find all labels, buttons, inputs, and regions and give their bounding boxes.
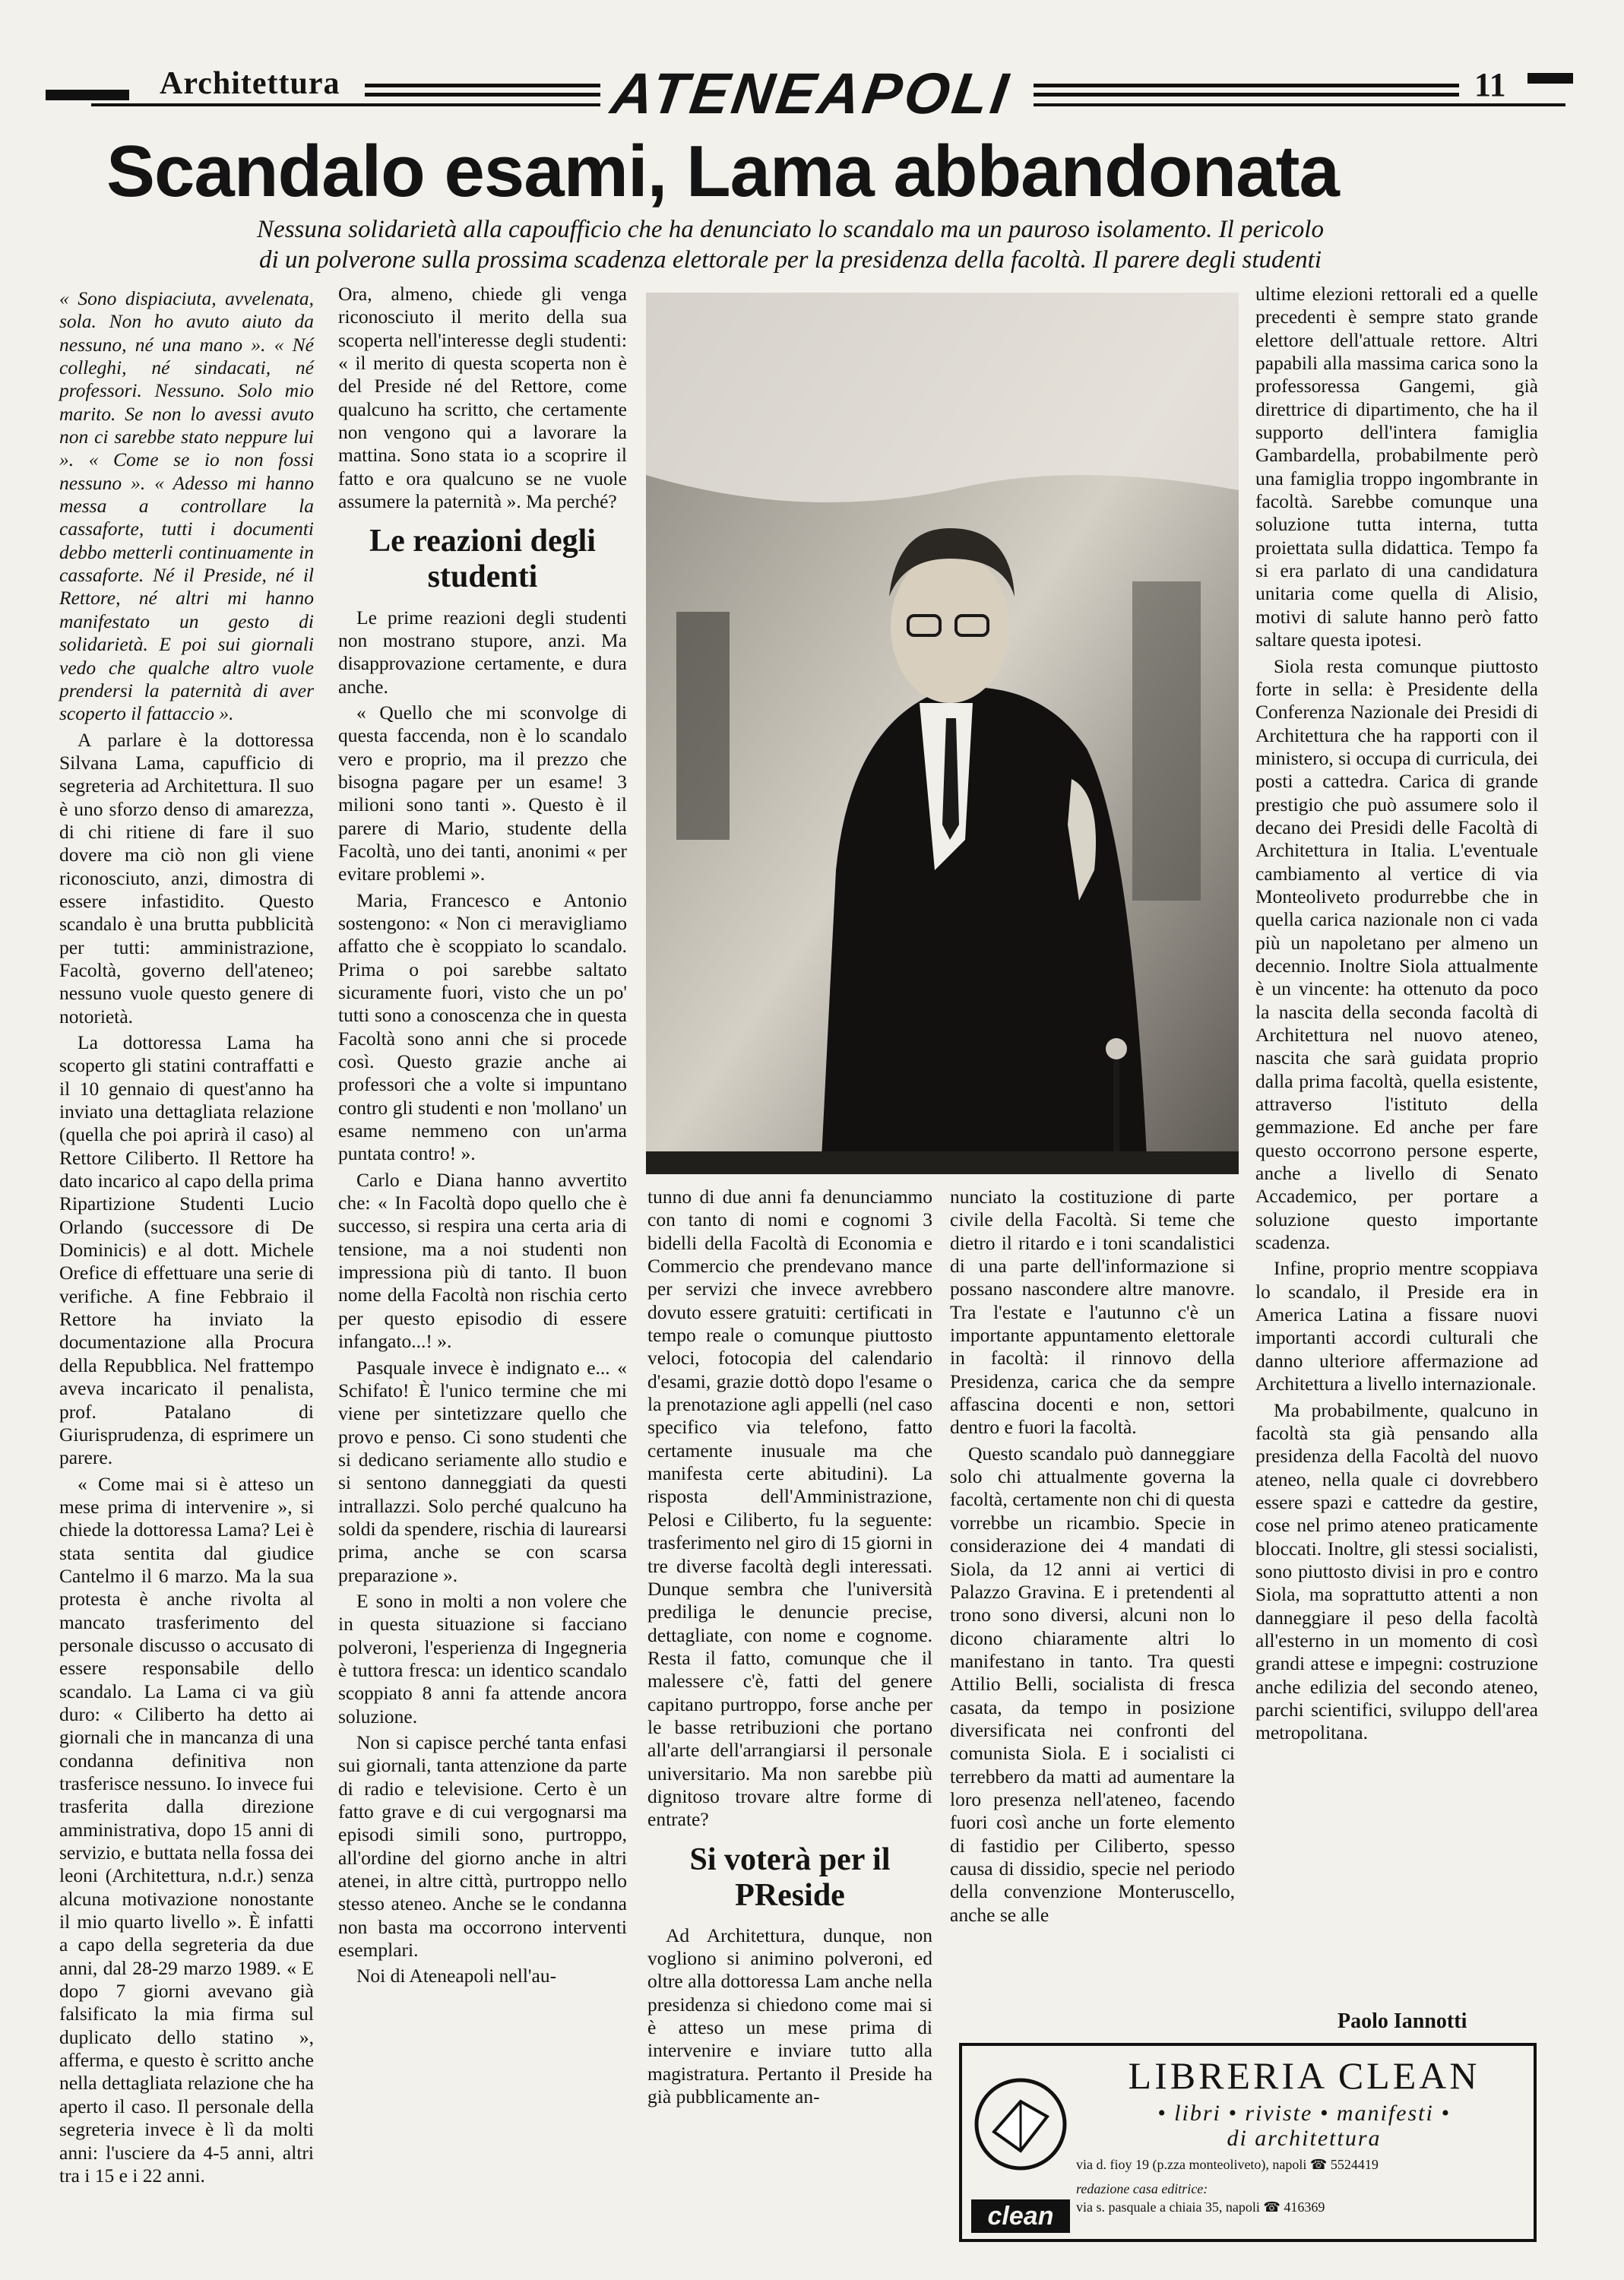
paragraph: Carlo e Diana hanno avvertito che: « In Facoltà dopo quello che è successo, si respira una certa aria di tensione, ma a noi studenti non impressiona più di tanto. Il buon nome della Facoltà non rischia certo per questo episodio di essere infangato...! ».	[338, 1168, 627, 1353]
bookstore-logo-icon	[971, 2060, 1070, 2189]
paragraph: Maria, Francesco e Antonio sostengono: « Non ci meravigliamo affatto che è scoppiato lo scandalo. Prima o poi sarebbe saltato sicuramente fuori, visto che un po' tutti sono a conoscenza che in questa Facoltà sono anni che si procede così. Questo grazie anche ai professori che a volte si impuntano contro gli studenti e non 'mollano' un esame nemmeno con un'arma puntata contro! ».	[338, 888, 627, 1165]
paragraph: Le prime reazioni degli studenti non mostrano stupore, anzi. Ma disapprovazione certamente, e dura anche.	[338, 606, 627, 698]
headline: Scandalo esami, Lama abbandonata	[106, 131, 1339, 212]
header-rule-left	[46, 90, 129, 100]
bookstore-address: via d. fioy 19 (p.zza monteoliveto), napoli ☎ 5524419	[1076, 2157, 1379, 2172]
bookstore-logo-wordmark: clean	[971, 2199, 1070, 2233]
article-column-5	[1255, 283, 1538, 1748]
paragraph: « Come mai si è atteso un mese prima di intervenire », si chiede la dottoressa Lama? Lei è stata sentita dal giudice Cantelmo il 6 marzo. Ma la sua protesta è anche rivolta al mancato trasferimento del personale discusso o accusato di essere responsabile dello scandalo. La Lama ci va giù duro: « Ciliberto ha detto ai giornali che in mancanza di una condanna definitiva non trasferisce nessuno. Io invece fui trasferita dalla direzione amministrativa, dopo 15 anni di servizio, e buttata nella fossa dei leoni (Architettura, n.d.r.) senza alcuna motivazione nonostante il mio quarto livello ». È infatti a capo della segreteria da due anni, dal 28-29 marzo 1989. « E dopo 7 giorni avevano già falsificato la mia firma sul duplicato dello statino », afferma, e questo è scritto anche nella dettagliata relazione che ha aperto il caso. Il personale della segreteria invece è lì da molti anni: l'usciere da 4-5 anni, altri tra i 15 e i 22 anni.	[59, 1472, 314, 2187]
portrait-photo	[646, 293, 1239, 1174]
paragraph: Ma probabilmente, qualcuno in facoltà sta già pensando alla presidenza della Facoltà del nuovo ateneo, nella quale ci dovrebbero essere spazi e cattedre da gestire, cose nel primo ateneo praticamente bloccati. Inoltre, gli stessi socialisti, sono piuttosto divisi in pro e contro Siola, ma soprattutto attenti a non danneggiare il peso della facoltà all'esterno in un momento di così grandi attese e impegni: costruzione anche edilizia del secondo ateneo, parchi scientifici, sviluppo dell'area metropolitana.	[1255, 1398, 1538, 1744]
bookstore-tagline	[1076, 2101, 1532, 2151]
deck-line: di un polverone sulla prossima scadenza elettorale per la presidenza della facoltà. Il parere degli studenti	[258, 246, 1322, 274]
bookstore-advertisement	[959, 2043, 1537, 2242]
header-rule-right	[1527, 73, 1573, 84]
article-column-1	[59, 287, 314, 2190]
publisher-label: redazione casa editrice:	[1076, 2181, 1208, 2196]
paragraph: Siola resta comunque piuttosto forte in sella: è Presidente della Conferenza Nazionale dei Presidi di Architettura che ha rapporti con il ministero, si occupa di curricula, dei posti a cattedra. Carica di grande prestigio che può assumere solo il decano dei Presidi delle Facoltà di Architettura in Italia. L'eventuale cambiamento al vertice di via Monteoliveto produrrebbe che in quella carica nazionale non ci vada più un napoletano per almeno un decennio. Inoltre Siola attualmente è un vincente: ha ottenuto da poco la nascita della seconda facoltà di Architettura nel nuovo ateneo, nascita che sarà guidata proprio dalla prima facoltà, quella esistente, attraverso l'istituto della gemmazione. Ed anche per fare questo occorrono persone esperte, anche a livello di Senato Accademico, per portare a soluzione questo importante scadenza.	[1255, 654, 1538, 1254]
paragraph: Pasquale invece è indignato e... « Schifato! È l'unico termine che mi viene per sintetizzare quello che provo e penso. Ci sono studenti che si dedicano seriamente allo studio e si sentono danneggiati da questi intrallazzi. Solo perché qualcuno ha soldi da spendere, rischia di laurearsi prima, anche se con scarsa preparazione ».	[338, 1356, 627, 1586]
paragraph: La dottoressa Lama ha scoperto gli statini contraffatti e il 10 gennaio di quest'anno ha inviato una dettagliata relazione (quella che poi aprirà il caso) al Rettore Ciliberto. Il Rettore ha dato incarico al capo della prima Ripartizione Studenti Lucio Orlando (successore di De Dominicis) e al dott. Michele Orefice di effettuare una serie di verifiche. A fine Febbraio il Rettore ha inviato la documentazione alla Procura della Repubblica. Nel frattempo aveva incaricato il penalista, prof. Patalano di Giurisprudenza, di esprimere un parere.	[59, 1031, 314, 1469]
paragraph: Infine, proprio mentre scoppiava lo scandalo, il Preside era in America Latina a fissare nuovi importanti accordi culturali che danno ulteriore affermazione ad Architettura a livello internazionale.	[1255, 1257, 1538, 1395]
tagline-line: • libri • riviste • manifesti •	[1157, 2101, 1451, 2126]
subhead-student-reactions: Le reazioni degli studenti	[369, 524, 596, 595]
author-byline: Paolo Iannotti	[1338, 2009, 1467, 2033]
page-header	[46, 61, 1573, 126]
deck	[106, 214, 1474, 276]
article-column-4	[950, 1186, 1235, 1930]
paragraph: Noi di Ateneapoli nell'au-	[356, 1965, 557, 1987]
paragraph: Ora, almeno, chiede gli venga riconosciuto il merito della sua scoperta nell'interesse degli studenti: « il merito di questa scoperta non è del Preside né del Rettore, come qualcuno ha scritto, che certamente non vengono qui a lavorare la mattina. Sono stata io a scoprire il fatto e ora qualcuno se ne vuole assumere la paternità ». Ma perché?	[338, 283, 627, 513]
article-column-3	[647, 1186, 932, 2111]
subhead-election: Si voterà per il PReside	[689, 1841, 891, 1913]
paragraph: A parlare è la dottoressa Silvana Lama, capufficio di segreteria ad Architettura. Il suo è uno sforzo denso di amarezza, di chi ritiene di fare il suo dovere ma ciò non gli viene riconosciuto, anzi, dimostra di essere infastidito. Questo scandalo è una brutta pubblicità per tutti: amministrazione, Facoltà, governo dell'ateneo; nessuno vuole questo genere di notorietà.	[59, 728, 314, 1028]
header-rule	[91, 103, 600, 106]
paragraph: « Quello che mi sconvolge di questa faccenda, non è lo scandalo vero e proprio, ma il prezzo che bisogna pagare per un esame! 3 milioni sono tanti ». Questo è il parere di Mario, studente della Facoltà, uno dei tanti, anonimi « per evitare problemi ».	[338, 701, 627, 885]
paragraph: Questo scandalo può danneggiare solo chi attualmente governa la facoltà, certamente non chi di questa vorrebbe un ricambio. Specie in considerazione dei 4 mandati di Siola, da 12 anni ai vertici di Palazzo Gravina. E i pretendenti al trono sono diversi, alcuni non lo dicono chiaramente altri lo manifestano in tanto. Tra questi Attilio Belli, socialista di fresca casata, da tempo in posizione diversificata nei confronti del comunista Siola. E i socialisti ci terrebbero da matti ad aumentare la loro presenza nell'ateneo, facendo fuori così anche un forte elemento di fastidio per Ciliberto, spesso causa di dissidio, specie nel periodo della convenzione Monteruscello, anche se alle	[950, 1442, 1235, 1926]
paragraph: « Sono dispiaciuta, avvelenata, sola. Non ho avuto aiuto da nessuno, né una mano ». « Né colleghi, né sindacati, né professori. Nessuno. Solo mio marito. Se non lo avessi avuto non ci sarebbe stato neppure lui ». « Come se io non fossi nessuno ». « Adesso mi hanno messa a controllare la cassaforte, tutti i documenti debbo metterli continuamente in cassaforte. Né il Preside, né il Rettore, né altri mi hanno manifestato un gesto di solidarietà. E poi sui giornali vedo che qualche altro vuole prendersi la paternità di aver scoperto il fattaccio ».	[59, 287, 314, 725]
bookstore-name: LIBRERIA CLEAN	[1128, 2054, 1480, 2097]
page-number: 11	[1474, 66, 1506, 103]
portrait-illustration	[646, 293, 1239, 1174]
paragraph: nunciato la costituzione di parte civile della Facoltà. Si teme che dietro il ritardo e i toni scandalistici di una parte dell'informazione si possano nascondere altre manovre. Tra l'estate e l'autunno c'è un importante appuntamento elettorale in facoltà: il rinnovo della Presidenza, carica che da sempre affascina docenti e non, settori dentro e fuori la facoltà.	[950, 1186, 1235, 1439]
masthead-logo: ATENEAPOLI	[607, 62, 1015, 126]
article-column-2	[338, 283, 627, 1991]
header-rule	[365, 84, 600, 87]
header-rule	[365, 93, 600, 97]
header-rule	[1034, 93, 1459, 97]
deck-line: Nessuna solidarietà alla capoufficio che ha denunciato lo scandalo ma un pauroso isolamento. Il pericolo	[257, 216, 1324, 243]
tagline-line: di architettura	[1227, 2126, 1382, 2151]
header-rule	[1034, 84, 1459, 87]
paragraph: tunno di due anni fa denunciammo con tanto di nomi e cognomi 3 bidelli della Facoltà di Economia e Commercio che prendevano mance per servizi che invece avrebbero dovuto essere gratuiti: certificati in tempo reale o comunque piuttosto veloci, fotocopia del calendario d'esami, grazie dottò dopo l'esame o la prenotazione agli appelli (nel caso specifico via telefono, fatto certamente inusuale ma che manifesta certe abitudini). La risposta dell'Amministrazione, Pelosi e Ciliberto, fu la seguente: trasferimento nel giro di 15 giorni in tre diverse facoltà degli interessati. Dunque sembra che l'università prediliga le denuncie precise, dettagliate, con nome e cognome. Resta il fatto, comunque che il malessere c'è, fatti del genere capitano purtroppo, forse anche per le basse retribuzioni che portano all'arte dell'arrangiarsi il personale universitario. Ma non sarebbe più dignitoso trovare altre forme di entrate?	[647, 1186, 932, 1831]
paragraph: ultime elezioni rettorali ed a quelle precedenti è sempre stato grande elettore dell'attuale rettore. Altri papabili alla massima carica sono la professoressa Gangemi, già direttrice di dipartimento, che ha il supporto dell'intera famiglia Gambardella, probabilmente però una famiglia troppo ingombrante in facoltà. Sarebbe comunque una soluzione tutta interna, tutta proiettata sulla didattica. Tempo fa si era parlato di una candidatura unitaria come quella di Alisio, motivi di salute hanno però fatto saltare questa ipotesi.	[1255, 283, 1538, 651]
paragraph: E sono in molti a non volere che in questa situazione si facciano polveroni, l'esperienza di Ingegneria è tuttora fresca: un identico scandalo scoppiato 8 anni fa attende ancora soluzione.	[338, 1589, 627, 1727]
publisher-address: via s. pasquale a chiaia 35, napoli ☎ 416369	[1076, 2199, 1325, 2215]
paragraph: Ad Architettura, dunque, non vogliono si animino polveroni, ed oltre alla dottoressa Lam anche nella presidenza si chiedono come mai si è atteso un mese prima di intervenire e inviare tutto alla magistratura. Pertanto il Preside ha già pubblicamente an-	[647, 1924, 932, 2108]
section-label: Architettura	[160, 66, 340, 101]
paragraph: Non si capisce perché tanta enfasi sui giornali, tanta attenzione da parte di radio e televisione. Certo è un fatto grave e di cui vergognarsi ma episodi simili sono, purtroppo, all'ordine del giorno anche in altri atenei, in altre città, purtroppo nello stesso ateneo. Anche se le condanna non basta ma occorrono interventi esemplari.	[338, 1731, 627, 1962]
